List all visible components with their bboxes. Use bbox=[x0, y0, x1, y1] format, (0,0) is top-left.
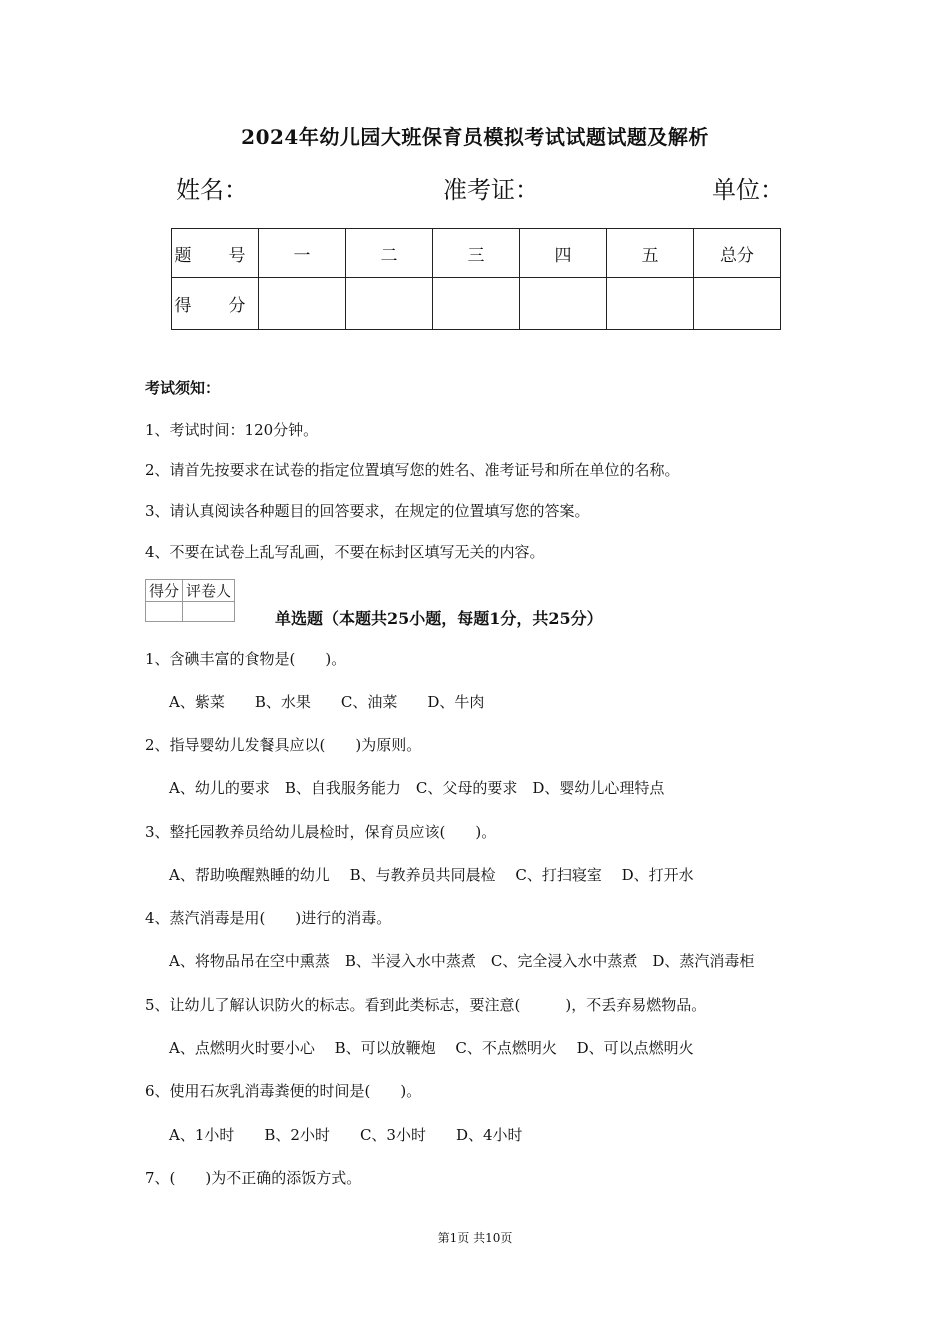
score-input-cell[interactable] bbox=[520, 278, 607, 330]
page-footer: 第1页 共10页 bbox=[437, 1231, 513, 1245]
score-table-header-cell: 一 bbox=[259, 229, 346, 278]
notice-item: 2、请首先按要求在试卷的指定位置填写您的姓名、准考证号和所在单位的名称。 bbox=[145, 461, 680, 479]
grader-box bbox=[145, 579, 235, 622]
notice-item: 1、考试时间：120分钟。 bbox=[145, 421, 319, 439]
score-table-header-cell: 三 bbox=[433, 229, 520, 278]
score-table-header-cell: 二 bbox=[346, 229, 433, 278]
question-text: 6、使用石灰乳消毒粪便的时间是( )。 bbox=[145, 1082, 422, 1100]
score-input-cell[interactable] bbox=[346, 278, 433, 330]
question-options: A、将物品吊在空中熏蒸 B、半浸入水中蒸煮 C、完全浸入水中蒸煮 D、蒸汽消毒柜 bbox=[169, 952, 755, 970]
question-text: 2、指导婴幼儿发餐具应以( )为原则。 bbox=[145, 736, 422, 754]
score-table bbox=[171, 228, 781, 330]
exam-number-field-label: 准考证： bbox=[443, 176, 539, 204]
score-input-cell[interactable] bbox=[607, 278, 694, 330]
score-table-header-cell: 总分 bbox=[694, 229, 781, 278]
grader-name-label: 评卷人 bbox=[183, 580, 235, 602]
score-input-cell[interactable] bbox=[433, 278, 520, 330]
score-table-score-row bbox=[172, 278, 781, 330]
name-field-label: 姓名： bbox=[176, 176, 248, 204]
question-text: 3、整托园教养员给幼儿晨检时，保育员应该( )。 bbox=[145, 823, 497, 841]
score-table-header-cell: 四 bbox=[520, 229, 607, 278]
grader-score-label: 得分 bbox=[146, 580, 183, 602]
question-text: 1、含碘丰富的食物是( )。 bbox=[145, 650, 347, 668]
question-options: A、1小时 B、2小时 C、3小时 D、4小时 bbox=[169, 1126, 523, 1144]
question-options: A、幼儿的要求 B、自我服务能力 C、父母的要求 D、婴幼儿心理特点 bbox=[169, 779, 665, 797]
grader-name-cell[interactable] bbox=[183, 602, 235, 622]
score-input-cell[interactable] bbox=[694, 278, 781, 330]
page-title: 2024年幼儿园大班保育员模拟考试试题试题及解析 bbox=[241, 125, 709, 149]
question-text: 4、蒸汽消毒是用( )进行的消毒。 bbox=[145, 909, 392, 927]
notice-item: 3、请认真阅读各种题目的回答要求，在规定的位置填写您的答案。 bbox=[145, 502, 590, 520]
question-options: A、紫菜 B、水果 C、油菜 D、牛肉 bbox=[169, 693, 485, 711]
question-options: A、点燃明火时要小心 B、可以放鞭炮 C、不点燃明火 D、可以点燃明火 bbox=[169, 1039, 694, 1057]
section-title: 单选题（本题共25小题，每题1分，共25分） bbox=[275, 609, 603, 628]
score-table-header-label: 题 号 bbox=[172, 229, 259, 278]
score-table-header-cell: 五 bbox=[607, 229, 694, 278]
question-text: 5、让幼儿了解认识防火的标志。看到此类标志，要注意( )，不丢弃易燃物品。 bbox=[145, 996, 707, 1014]
question-options: A、帮助唤醒熟睡的幼儿 B、与教养员共同晨检 C、打扫寝室 D、打开水 bbox=[169, 866, 694, 884]
notice-title: 考试须知： bbox=[145, 379, 221, 397]
score-table-header-row bbox=[172, 229, 781, 278]
question-text: 7、( )为不正确的添饭方式。 bbox=[145, 1169, 362, 1187]
score-table-row-label: 得 分 bbox=[172, 278, 259, 330]
grader-score-cell[interactable] bbox=[146, 602, 183, 622]
notice-item: 4、不要在试卷上乱写乱画，不要在标封区填写无关的内容。 bbox=[145, 543, 545, 561]
unit-field-label: 单位： bbox=[712, 176, 784, 204]
score-input-cell[interactable] bbox=[259, 278, 346, 330]
